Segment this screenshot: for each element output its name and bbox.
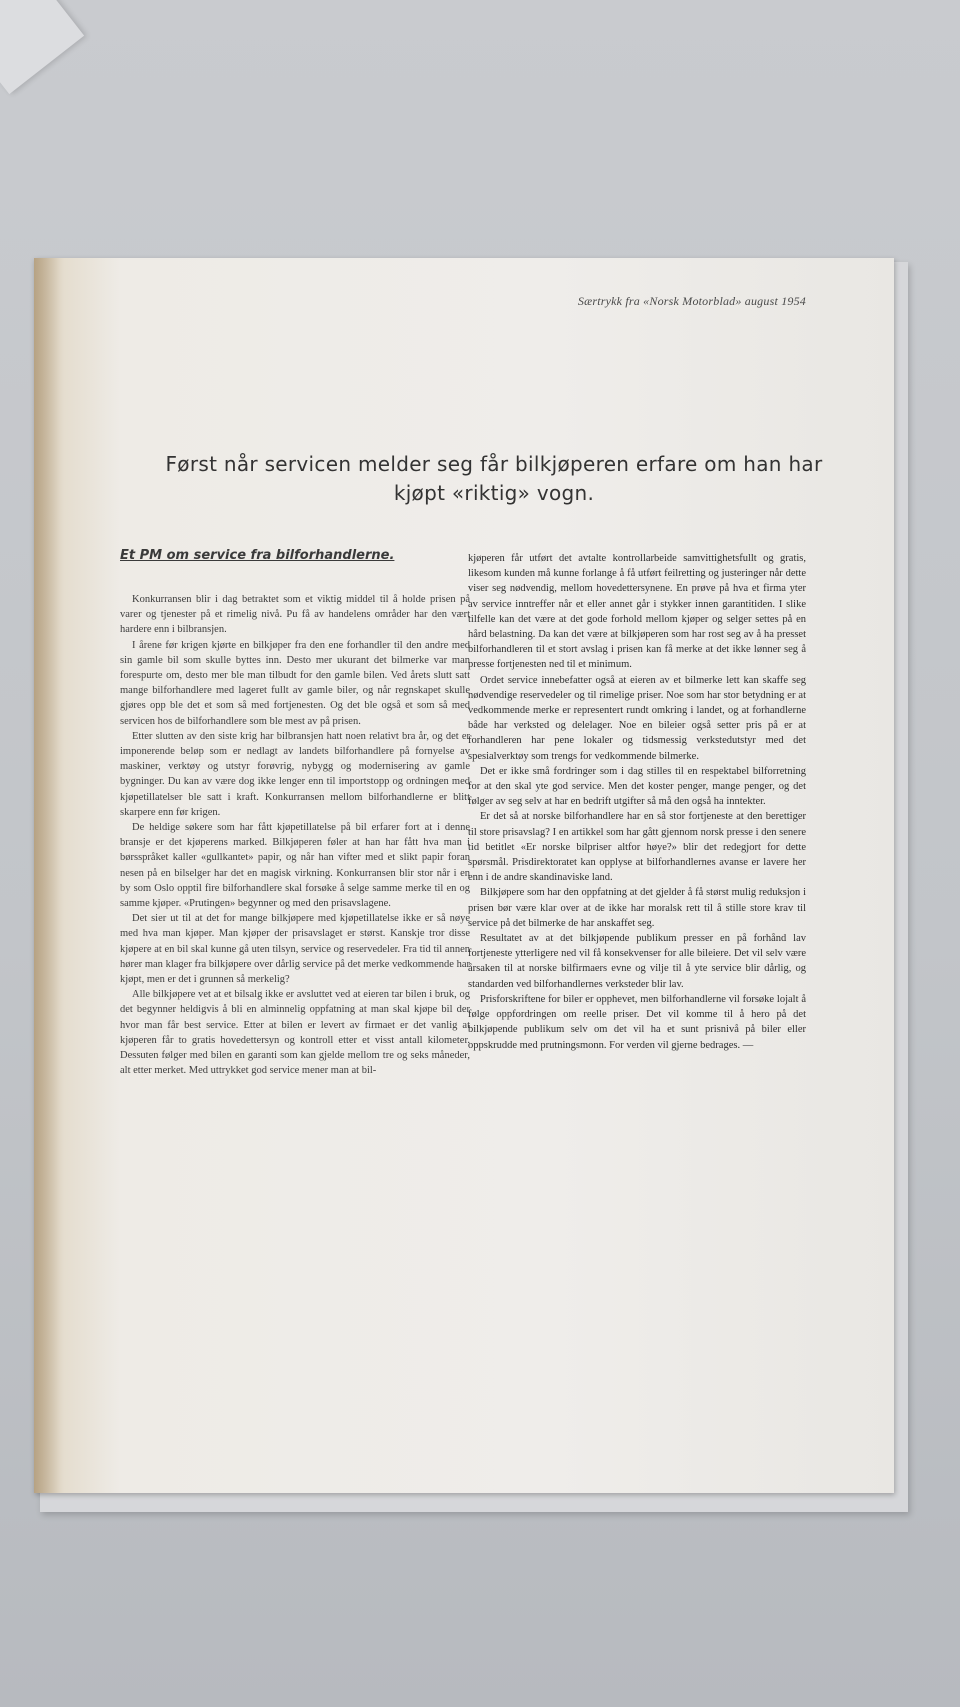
paragraph: Det er ikke små fordringer som i dag stilles til en respektabel bilforretning for at den skal yte god service. Men det koster penger, mange penger, og det følger av seg selv at har en bedrift utgifter så må den også ha inntekter.	[468, 765, 806, 808]
paragraph: Er det så at norske bilforhandlere har en så stor fortjeneste at den berettiger til store prisavslag? I en artikkel som har gått gjennom norsk presse i den senere tid betitlet «Er norske bilpriser altfor høye?» blir det redegjort for dette spørsmål. Prisdirektoratet kan opplyse at bilforhandlernes avanse er lavere her enn i de andre skandinaviske land.	[468, 811, 806, 884]
paragraph: Ordet service innebefatter også at eieren av et bilmerke lett kan skaffe seg nødvendige reservedeler og til rimelige priser. Noe som har stor betydning er at vedkommende merke er representert rundt omkring i landet, og at forhandlerne både har verksted og delelager. Noe en bileier også setter pris på er at forhandleren har pene lokaler og tidsmessig verkstedutstyr med det spesialverktøy som trengs for vedkommende bilmerke.	[468, 674, 806, 762]
reprint-note: Særtrykk fra «Norsk Motorblad» august 1954	[577, 294, 806, 308]
paragraph: I årene før krigen kjørte en bilkjøper fra den ene forhandler til den andre med sin gamle bil som skulle byttes inn. Desto mer ukurant det bilmerke var man forespurte om, desto mer ble man tilbudt for den gamle bilen. Ved årets slutt satt mange bilforhandlere med lageret fullt av gamle biler, og når regnskapet skulle gjøres opp ble det et som så med fortjenesten. Og det ble også et som så med servicen hos de bilforhandlere som ble mest av på prisen.	[120, 639, 470, 727]
document-page	[34, 258, 894, 1493]
article-title: Først når servicen melder seg får bilkjøperen erfare om han har kjøpt «riktig» vogn.	[165, 452, 823, 505]
left-text-column	[120, 592, 470, 1382]
right-text-column	[468, 551, 806, 1311]
section-heading: Et PM om service fra bilforhandlerne.	[120, 548, 395, 563]
background-paper-corner	[0, 0, 84, 94]
paragraph: De heldige søkere som har fått kjøpetillatelse på bil erfarer fort at i denne bransje er det kjøperens marked. Bilkjøperen føler at han har fått hva man i børsspråket kaller «gullkantet» papir, og når han vifter med et slikt papir foran nesen på en bilselger har det en magisk virkning. Konkurransen blir stor når i en by som Oslo opptil fire bilforhandlere skal forsøke å selge samme merke til en og samme kjøper. «Prutingen» begynner og med den prisavslagene.	[120, 822, 470, 910]
paragraph: Bilkjøpere som har den oppfatning at det gjelder å få størst mulig reduksjon i prisen bør være klar over at de ikke har moralsk rett til å stille store krav til service på det bilmerke de har anskaffet seg.	[468, 887, 806, 929]
paragraph: Prisforskriftene for biler er opphevet, men bilforhandlerne vil forsøke lojalt å følge oppfordringen om reelle priser. Det vil komme til å hero på det bilkjøpende publikum selv om det vil ha et sunt prisnivå på biler eller oppskrudde med prutningsmonn. For verden vil gjerne bedrages. —	[468, 993, 806, 1051]
paragraph: kjøperen får utført det avtalte kontrollarbeide samvittighetsfullt og gratis, likesom kunden må kunne forlange å få utført feilretting og justeringer når dette viser seg nødvendig, mellom hovedettersynene. En prøve på hva et firma yter av service inntreffer når et eller annet går i stykker innen garantitiden. I slike tilfelle kan det være at det gode forhold mellom kjøper og selger settes på en hård belastning. Da kan det være at bilkjøperen som har rost seg av å ha presset bilforhandleren til et stort avslag i prisen kan få merke at det ikke lønner seg å presse fortjenesten ned til et minimum.	[468, 553, 806, 671]
page-edge-stain	[34, 258, 64, 1493]
paragraph: Det sier ut til at det for mange bilkjøpere med kjøpetillatelse ikke er så nøye med hva man kjøper. Man kjøper der prisavslaget er størst. Kanskje tror disse kjøpere at en bil skal kunne gå uten tilsyn, service og reservedeler. Fra tid til annen hører man klager fra bilkjøpere over dårlig service på det merke vedkommende har kjøpt, men er det i grunnen så merkelig?	[120, 913, 470, 986]
paragraph: Etter slutten av den siste krig har bilbransjen hatt noen relativt bra år, og det er imponerende beløp som er nedlagt av landets bilforhandlere på fornyelse av maskiner, verktøy og utstyr forøvrig, nybygg og modernisering av gamle bygninger. Du kan av være dog ikke lenger enn til importstopp og ordningen med kjøpetillatelser ble satt i kraft. Konkurransen mellom bilforhandlerne er blitt skarpere enn før krigen.	[120, 730, 470, 818]
paragraph: Konkurransen blir i dag betraktet som et viktig middel til å holde prisen på varer og tjenester på et rimelig nivå. Pu få av handelens områder har den vært hardere enn i bilbransjen.	[120, 594, 470, 636]
paragraph: Alle bilkjøpere vet at et bilsalg ikke er avsluttet ved at eieren tar bilen i bruk, og det begynner heldigvis å bli en alminnelig oppfatning at man skal kjøpe bil der hvor man får best service. Etter at bilen er levert av firmaet er det vanlig at kjøperen får to gratis hovedettersyn og kontroll etter et visst antall kilometer. Dessuten følger med bilen en garanti som kan gjelde mellom tre og seks måneder, alt etter merket. Med uttrykket god service mener man at bil-	[120, 989, 470, 1077]
paragraph: Resultatet av at det bilkjøpende publikum presser en på forhånd lav fortjeneste ytterligere ned vil få konsekvenser for alle bileiere. Det vil selv være årsaken til at norske bilfirmaers evne og vilje til å yte service blir dårlig, og standarden ved bilforhandlernes verksteder blir lav.	[468, 933, 806, 990]
